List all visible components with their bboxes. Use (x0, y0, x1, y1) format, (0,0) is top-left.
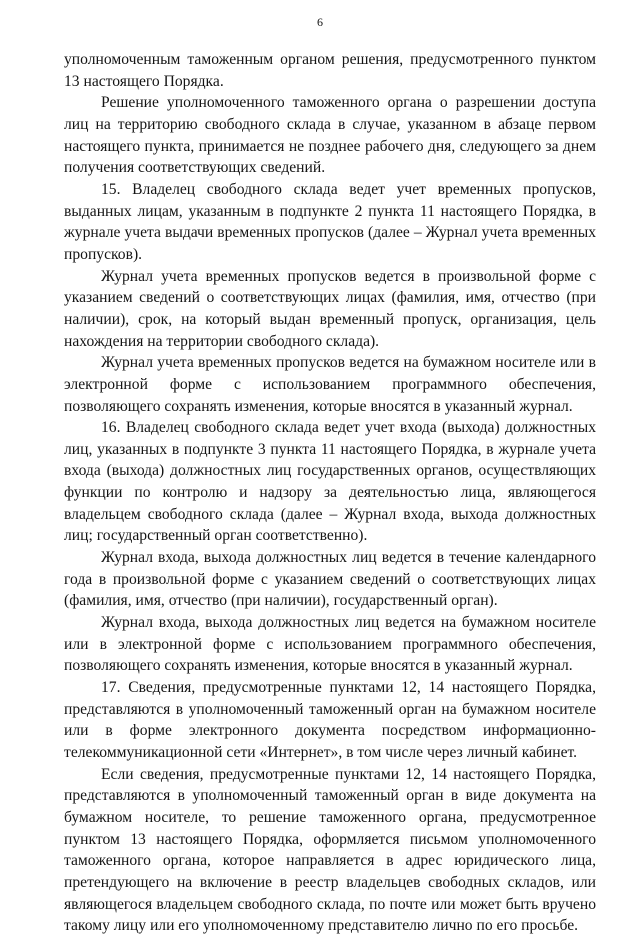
paragraph: Решение уполномоченного таможенного органа о разрешении доступа лиц на территорию свободного склада в случае, указанном в абзаце первом настоящего пункта, принимается не позднее рабочего дня, следующего за днем получения соответствующих сведений. (64, 94, 596, 177)
paragraph-item-17: 17. Сведения, предусмотренные пунктами 12, 14 настоящего Порядка, представляются в уполномоченный таможенный орган на бумажном носителе или в форме электронного документа посредством информационно-телекоммуникационной сети «Интернет», в том числе через личный кабинет. (64, 679, 596, 761)
paragraph: Если сведения, предусмотренные пунктами 12, 14 настоящего Порядка, представляются в уполномоченный таможенный орган в виде документа на бумажном носителе, то решение таможенного органа, предусмотренное пунктом 13 настоящего Порядка, оформляется письмом уполномоченного таможенного органа, которое направляется в адрес юридического лица, претендующего на включение в реестр владельцев свободных складов, или являющегося владельцем свободного склада, по почте или может быть вручено такому лицу или его уполномоченному представителю лично по его просьбе. (64, 765, 596, 935)
page-number: 6 (317, 15, 323, 29)
paragraph: Журнал входа, выхода должностных лиц ведется в течение календарного года в произвольной форме с указанием сведений о соответствующих лицах (фамилия, имя, отчество (при наличии), государственный орган). (64, 549, 596, 610)
paragraph-item-15: 15. Владелец свободного склада ведет учет временных пропусков, выданных лицам, указанным в подпункте 2 пункта 11 настоящего Порядка, в журнале учета выдачи временных пропусков (далее – Журнал учета временных пропусков). (64, 180, 596, 263)
paragraph: Журнал учета временных пропусков ведется на бумажном носителе или в электронной форме с использованием программного обеспечения, позволяющего сохранять изменения, которые вносятся в указанный журнал. (64, 354, 596, 415)
paragraph-continuation: уполномоченным таможенным органом решения, предусмотренного пунктом 13 настоящего Порядка. (64, 51, 596, 90)
document-body (64, 49, 596, 937)
paragraph: Журнал входа, выхода должностных лиц ведется на бумажном носителе или в электронной форме с использованием программного обеспечения, позволяющего сохранять изменения, которые вносятся в указанный журнал. (64, 614, 596, 675)
paragraph-item-16: 16. Владелец свободного склада ведет учет входа (выхода) должностных лиц, указанных в подпункте 3 пункта 11 настоящего Порядка, в журнале учета входа (выхода) должностных лиц государственных органов, осуществляющих функции по контролю и надзору за деятельностью лица, являющегося владельцем свободного склада (далее – Журнал входа, выхода должностных лиц; государственный орган соответственно). (64, 419, 596, 545)
paragraph: Журнал учета временных пропусков ведется в произвольной форме с указанием сведений о соответствующих лицах (фамилия, имя, отчество (при наличии), срок, на который выдан временный пропуск, организация, цель нахождения на территории свободного склада). (64, 267, 596, 350)
